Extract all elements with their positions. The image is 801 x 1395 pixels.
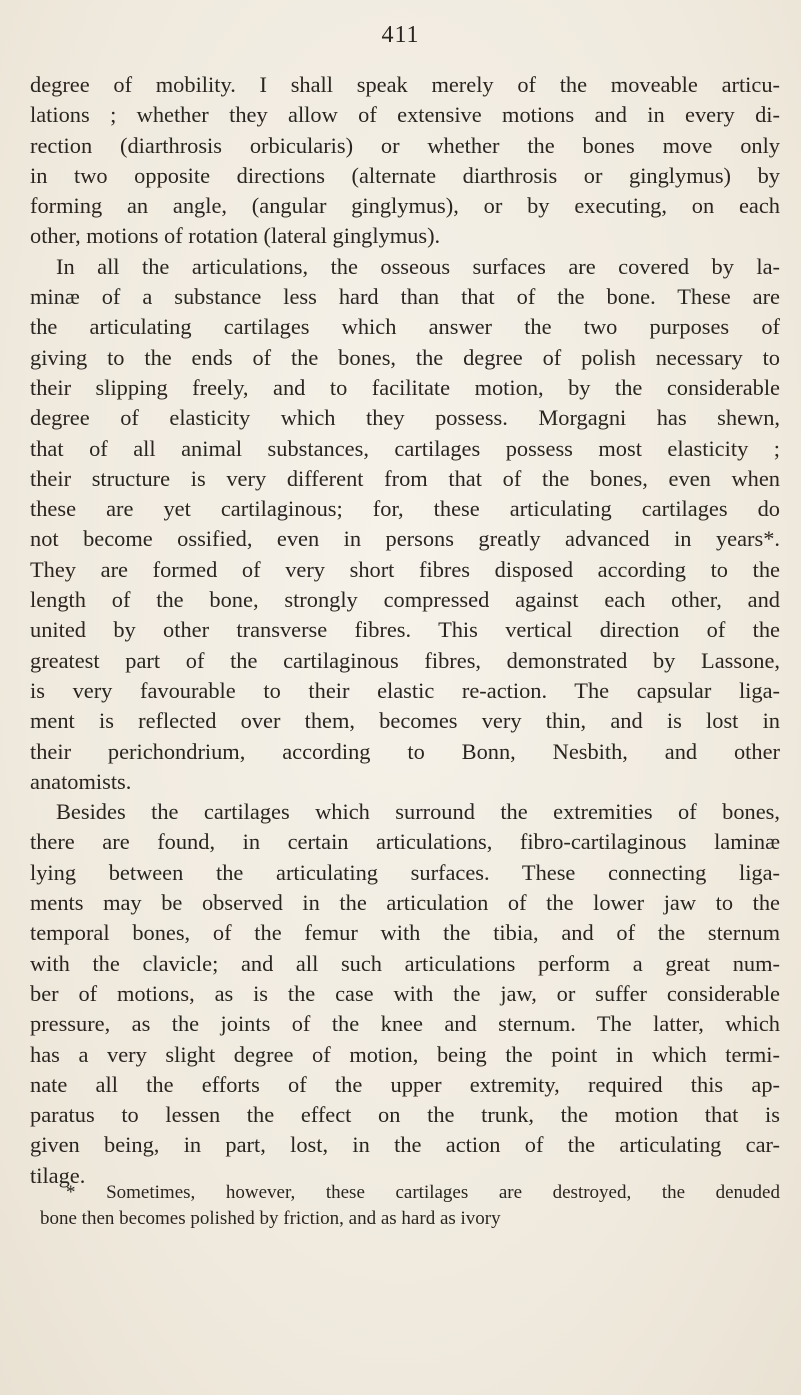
text-line: united by other transverse fibres. This vertical direction of the	[30, 617, 780, 643]
paragraph-2	[30, 252, 780, 797]
text-line: their slipping freely, and to facilitate motion, by the considerable	[30, 374, 780, 400]
text-line: degree of mobility. I shall speak merely of the moveable articu-	[30, 72, 780, 97]
text-line: ments may be observed in the articulation of the lower jaw to the	[30, 890, 780, 916]
body-text	[30, 70, 780, 1191]
text-line: anatomists.	[30, 768, 132, 794]
text-line: in two opposite directions (alternate diarthrosis or ginglymus) by	[30, 162, 780, 188]
text-line: these are yet cartilaginous; for, these articulating cartilages do	[30, 496, 780, 522]
text-line: pressure, as the joints of the knee and sternum. The latter, which	[30, 1011, 780, 1037]
text-line: Besides the cartilages which surround the extremities of bones,	[56, 799, 780, 825]
text-line: lying between the articulating surfaces. These connecting liga-	[30, 859, 780, 885]
text-line: other, motions of rotation (lateral ginglymus).	[30, 223, 441, 249]
text-line: forming an angle, (angular ginglymus), or by executing, on each	[30, 193, 780, 219]
footnote-line: * Sometimes, however, these cartilages are destroyed, the denuded	[66, 1182, 780, 1203]
page-number: 411	[381, 22, 420, 48]
text-line: has a very slight degree of motion, being the point in which termi-	[30, 1041, 780, 1067]
text-line: ment is reflected over them, becomes very thin, and is lost in	[30, 708, 780, 734]
text-line: given being, in part, lost, in the action of the articulating car-	[30, 1132, 780, 1158]
text-line: greatest part of the cartilaginous fibres, demonstrated by Lassone,	[30, 647, 780, 673]
text-line: with the clavicle; and all such articulations perform a great num-	[30, 950, 780, 976]
text-line: their perichondrium, according to Bonn, Nesbith, and other	[30, 738, 780, 764]
text-line: rection (diarthrosis orbicularis) or whether the bones move only	[30, 132, 780, 158]
text-line: is very favourable to their elastic re-action. The capsular liga-	[30, 677, 780, 703]
text-line: not become ossified, even in persons greatly advanced in years*.	[30, 526, 780, 552]
text-line: their structure is very different from that of the bones, even when	[30, 465, 780, 491]
paragraph-3	[30, 797, 780, 1191]
footnote-line: bone then becomes polished by friction, and as hard as ivory	[40, 1208, 501, 1229]
paragraph-1	[30, 70, 780, 252]
text-line: lations ; whether they allow of extensive motions and in every di-	[30, 102, 780, 128]
text-line: paratus to lessen the effect on the trunk, the motion that is	[30, 1102, 780, 1128]
text-line: that of all animal substances, cartilages possess most elasticity ;	[30, 435, 780, 461]
text-line: length of the bone, strongly compressed against each other, and	[30, 587, 780, 613]
text-line: minæ of a substance less hard than that of the bone. These are	[30, 284, 780, 310]
text-line: nate all the efforts of the upper extremity, required this ap-	[30, 1071, 780, 1097]
text-line: tilage.	[30, 1162, 86, 1188]
text-line: ber of motions, as is the case with the jaw, or suffer considerable	[30, 980, 780, 1006]
text-line: They are formed of very short fibres disposed according to the	[30, 556, 780, 582]
footnote	[40, 1180, 780, 1232]
text-line: In all the articulations, the osseous surfaces are covered by la-	[56, 253, 780, 279]
text-line: giving to the ends of the bones, the degree of polish necessary to	[30, 344, 780, 370]
text-line: degree of elasticity which they possess. Morgagni has shewn,	[30, 405, 780, 431]
text-line: the articulating cartilages which answer the two purposes of	[30, 314, 780, 340]
text-line: there are found, in certain articulations, fibro-cartilaginous laminæ	[30, 829, 780, 855]
text-line: temporal bones, of the femur with the tibia, and of the sternum	[30, 920, 780, 946]
